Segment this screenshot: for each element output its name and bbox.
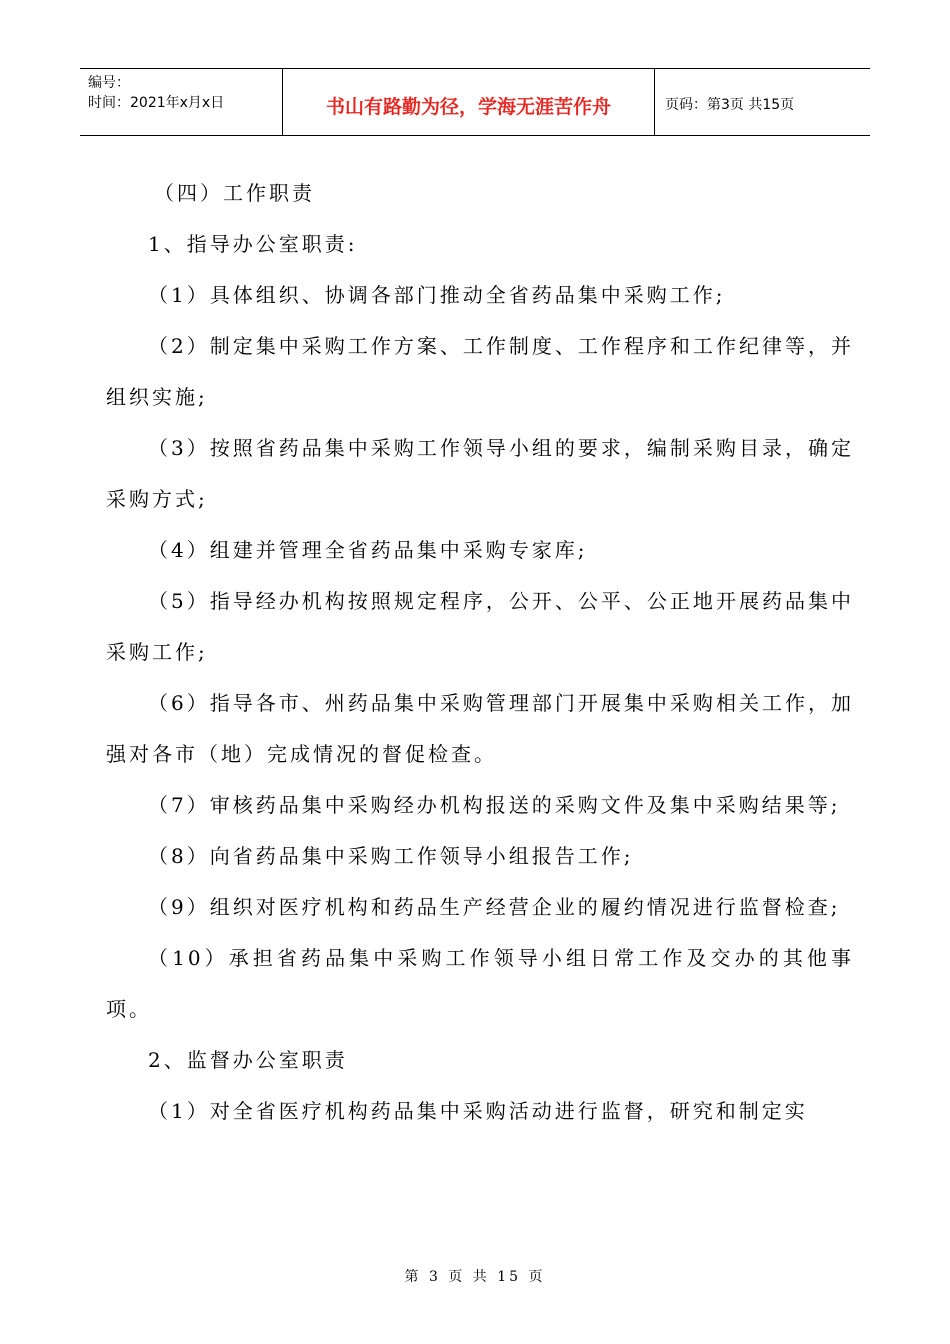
header-motto: 书山有路勤为径，学海无涯苦作舟 xyxy=(283,69,655,135)
page-footer: 第 3 页 共 15 页 xyxy=(404,1269,546,1285)
duty-item: （3）按照省药品集中采购工作领导小组的要求，编制采购目录，确定采购方式; xyxy=(106,436,854,511)
duty-item: （9）组织对医疗机构和药品生产经营企业的履约情况进行监督检查; xyxy=(148,895,841,919)
header-number-label: 编号： xyxy=(88,75,130,91)
document-body xyxy=(106,168,854,1137)
duty-item: （6）指导各市、州药品集中采购管理部门开展集中采购相关工作，加强对各市（地）完成情况的督促检查。 xyxy=(106,691,854,766)
header-page-info: 页码：第3页 共15页 xyxy=(665,97,795,113)
duty-item: （8）向省药品集中采购工作领导小组报告工作; xyxy=(148,844,634,868)
header-meta-cell xyxy=(80,69,283,135)
subsection-heading: 1、指导办公室职责: xyxy=(148,232,358,256)
duty-item: （4）组建并管理全省药品集中采购专家库; xyxy=(148,538,588,562)
duty-item: （10）承担省药品集中采购工作领导小组日常工作及交办的其他事项。 xyxy=(106,946,854,1021)
section-heading: （四）工作职责 xyxy=(154,181,315,205)
duty-item: （2）制定集中采购工作方案、工作制度、工作程序和工作纪律等，并组织实施; xyxy=(106,334,854,409)
subsection-heading: 2、监督办公室职责 xyxy=(148,1048,348,1072)
duty-item: （5）指导经办机构按照规定程序，公开、公平、公正地开展药品集中采购工作; xyxy=(106,589,854,664)
duty-item: （7）审核药品集中采购经办机构报送的采购文件及集中采购结果等; xyxy=(148,793,841,817)
duty-item: （1）对全省医疗机构药品集中采购活动进行监督，研究和制定实 xyxy=(148,1099,808,1123)
document-header xyxy=(80,68,870,136)
duty-item: （1）具体组织、协调各部门推动全省药品集中采购工作; xyxy=(148,283,726,307)
header-date-label: 时间：2021年x月x日 xyxy=(88,95,225,111)
